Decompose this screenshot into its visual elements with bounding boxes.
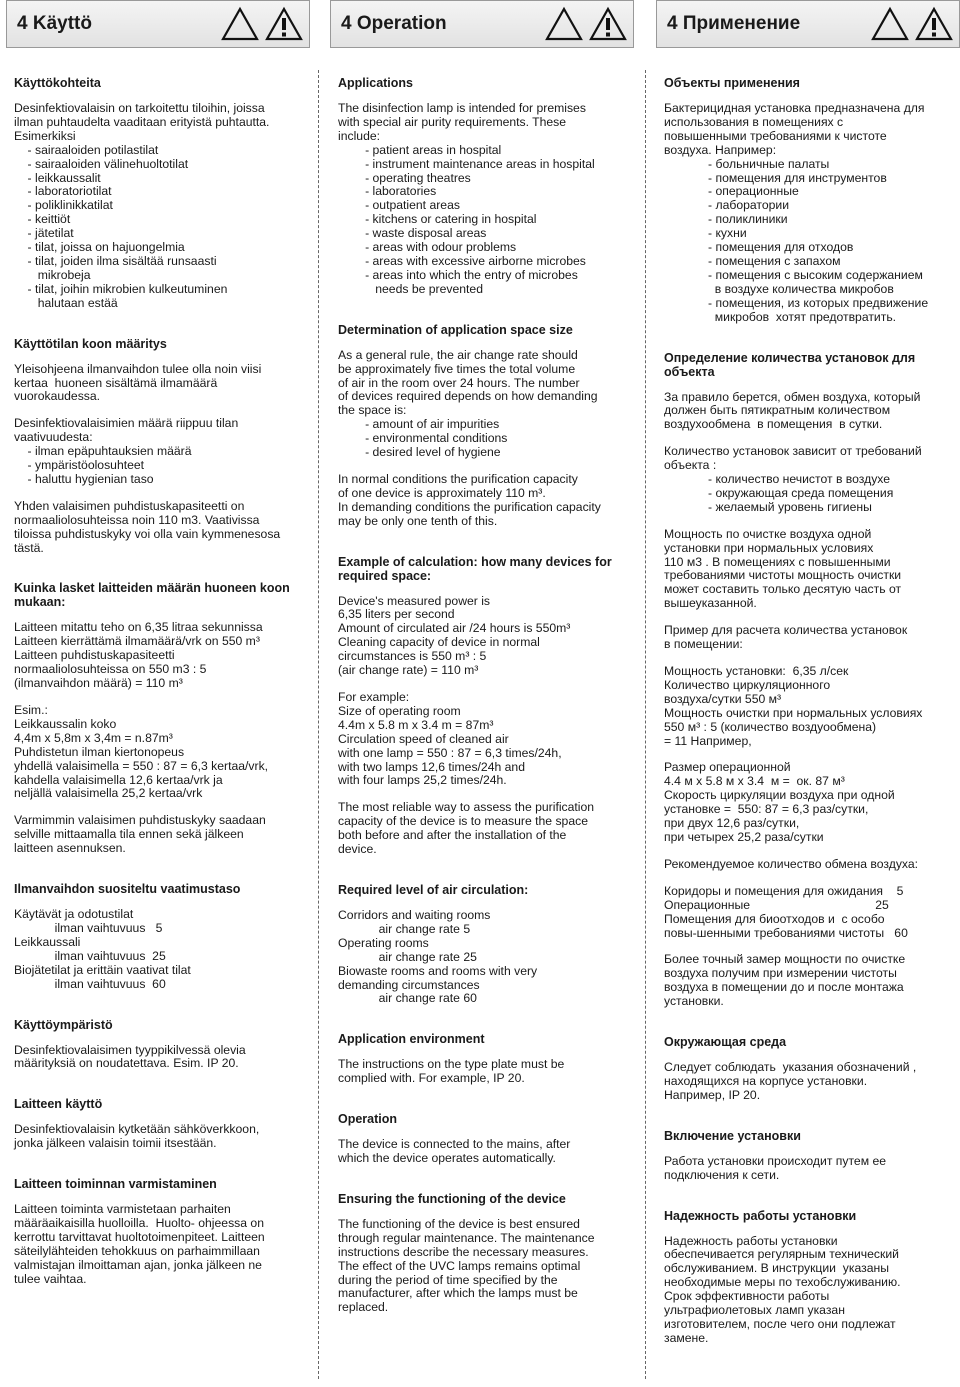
text-line: Надежность работы установки xyxy=(664,1233,838,1248)
text-line: 4.4m x 5.8 m x 3.4 m = 87m³ xyxy=(338,717,494,732)
text-line: установке = 550: 87 = 6,3 раз/сутки, xyxy=(664,802,869,817)
text-line: selville mittaamalla tila ennen sekä jälkeen xyxy=(14,827,244,842)
text-line: обслуживанием. В инструкции указаны xyxy=(664,1261,889,1276)
text-line: yhdellä valaisimella = 550 : 87 = 6,3 kertaa/vrk, xyxy=(14,758,269,773)
paragraph xyxy=(338,595,630,678)
text-line: kerrottu tarvittavat huoltotoimenpiteet. Laitteen xyxy=(14,1229,265,1244)
text-line: Помещения для биоотходов и с особо xyxy=(664,911,885,926)
text-line: The device is connected to the mains, after xyxy=(338,1137,571,1152)
text-line: Бактерицидная установка предназначена для xyxy=(664,101,925,115)
text-line: должен быть пятикратным количеством xyxy=(664,403,891,418)
text-line: Срок эффективности работы xyxy=(664,1289,830,1304)
text-line: - areas with excessive airborne microbes xyxy=(338,253,586,268)
text-line: - желаемый уровень гигиены xyxy=(664,499,872,514)
column-title: 4 Käyttö xyxy=(17,13,92,34)
text-line: Скорость циркуляции воздуха при одной xyxy=(664,788,895,803)
text-line: 110 м3 . В помещениях с повышенными xyxy=(664,554,891,569)
text-line: Puhdistetun ilman kiertonopeus xyxy=(14,744,185,759)
text-line: замене. xyxy=(664,1330,709,1345)
warning-triangle-icon xyxy=(545,6,583,42)
paragraph xyxy=(338,1138,630,1166)
text-line: kahdella valaisimella 12,6 kertaa/vrk ja xyxy=(14,772,223,787)
text-line: - операционные xyxy=(664,184,799,199)
text-line: - количество нечистот в воздухе xyxy=(664,472,891,487)
text-line: during the period of time specified by the xyxy=(338,1272,558,1287)
paragraph xyxy=(664,624,956,652)
text-line: Device's measured power is xyxy=(338,593,491,608)
text-line: при двух 12,6 раз/сутки, xyxy=(664,816,800,831)
text-line: - лаборатории xyxy=(664,198,790,213)
section-heading: Application environment xyxy=(338,1032,485,1047)
text-line: - помещения с запахом xyxy=(664,253,841,268)
paragraph xyxy=(14,1203,306,1286)
text-line: vuorokaudessa. xyxy=(14,389,101,404)
text-line: tästä. xyxy=(14,540,44,555)
text-line: For example: xyxy=(338,690,410,704)
section-heading: Объекты применения xyxy=(664,76,800,90)
text-line: установки при нормальных условиях xyxy=(664,540,874,555)
text-line: manufacturer, after which the lamps must be xyxy=(338,1286,578,1301)
paragraph xyxy=(664,391,956,433)
text-line: Количество установок зависит от требований xyxy=(664,444,922,459)
text-line: - kitchens or catering in hospital xyxy=(338,212,537,227)
text-line: - desired level of hygiene xyxy=(338,445,501,460)
text-line: be approximately five times the total volume xyxy=(338,361,576,376)
text-line: - laboratoriotilat xyxy=(14,184,112,199)
text-line: 4,4m x 5,8m x 3,4m = n.87m³ xyxy=(14,730,173,745)
paragraph xyxy=(664,1155,956,1183)
text-line: - areas into which the entry of microbes xyxy=(338,267,578,282)
paragraph xyxy=(338,691,630,788)
text-line: - poliklinikkatilat xyxy=(14,198,113,213)
paragraph xyxy=(14,1044,306,1072)
paragraph xyxy=(664,761,956,844)
text-line: Esimerkiksi xyxy=(14,128,76,143)
text-line: Рекомендуемое количество обмена воздуха: xyxy=(664,856,919,871)
text-line: Circulation speed of cleaned air xyxy=(338,731,509,746)
text-line: Leikkaussalin koko xyxy=(14,716,117,731)
text-line: Операционные 25 xyxy=(664,897,889,912)
column-russian xyxy=(656,0,960,1372)
paragraph xyxy=(14,814,306,856)
text-line: Мощность установки: 6,35 л/сек xyxy=(664,664,849,678)
section-heading: Käyttöympäristö xyxy=(14,1017,113,1032)
section-heading: Required level of air circulation: xyxy=(338,882,529,897)
text-line: with one lamp = 550 : 87 = 6,3 times/24h, xyxy=(338,745,562,760)
paragraph xyxy=(664,1235,956,1346)
text-line: As a general rule, the air change rate should xyxy=(338,347,578,362)
text-line: в помещении: xyxy=(664,637,743,652)
text-line: Biowaste rooms and rooms with very xyxy=(338,963,538,978)
text-line: with two lamps 12,6 times/24h and xyxy=(338,759,525,774)
column-english xyxy=(330,0,634,1341)
text-line: - keittiöt xyxy=(14,212,71,227)
text-line: = 11 Например, xyxy=(664,733,752,748)
paragraph xyxy=(338,801,630,857)
section-heading: Determination of application space size xyxy=(338,322,573,337)
column-header xyxy=(6,0,310,48)
text-line: подключения к сети. xyxy=(664,1167,780,1182)
paragraph xyxy=(664,953,956,1009)
text-line: - sairaaloiden välinehuoltotilat xyxy=(14,156,189,171)
text-line: complied with. For example, IP 20. xyxy=(338,1071,525,1086)
text-line: määrityksiä on noudatettava. Esim. IP 20. xyxy=(14,1056,239,1071)
text-line: За правило берется, обмен воздуха, который xyxy=(664,389,921,404)
text-line: обеспечивается регулярным технический xyxy=(664,1247,899,1262)
text-line: Размер операционной xyxy=(664,760,791,775)
text-line: Desinfektiovalaisin on tarkoitettu tiloihin, joissa xyxy=(14,101,265,115)
text-line: - amount of air impurities xyxy=(338,417,500,432)
text-line: - haluttu hygienian taso xyxy=(14,471,154,486)
text-line: Corridors and waiting rooms xyxy=(338,907,491,922)
section-heading: Applications xyxy=(338,76,414,90)
text-line: with special air purity requirements. These xyxy=(338,114,567,129)
text-line: Cleaning capacity of device in normal xyxy=(338,635,540,650)
column-divider xyxy=(645,70,646,1379)
text-line: - leikkaussalit xyxy=(14,170,101,185)
text-line: air change rate 25 xyxy=(338,949,477,964)
text-line: Amount of circulated air /24 hours is 550m³ xyxy=(338,621,571,636)
text-line: Более точный замер мощности по очистке xyxy=(664,952,906,967)
text-line: - помещения, из которых предвижение xyxy=(664,295,929,310)
paragraph xyxy=(664,1061,956,1103)
text-line: 6,35 liters per second xyxy=(338,607,455,622)
paragraph xyxy=(664,102,956,325)
text-line: säteilylähteiden tehokkuus on parhaimmillaan xyxy=(14,1243,260,1258)
text-line: воздухообмена в помещения в сутки. xyxy=(664,417,883,432)
section-heading: Example of calculation: how many devices for required space: xyxy=(338,554,612,583)
column-divider xyxy=(318,70,319,1379)
text-line: ilman puhtaudelta vaaditaan erityistä puhtautta. xyxy=(14,114,270,129)
text-line: 4.4 м x 5.8 м x 3.4 м = ок. 87 м³ xyxy=(664,774,845,789)
warning-triangle-icon xyxy=(871,6,909,42)
text-line: воздуха. Например: xyxy=(664,142,777,157)
paragraph xyxy=(664,858,956,872)
section-heading: Включение установки xyxy=(664,1128,801,1143)
paragraph xyxy=(664,665,956,748)
text-line: воздуха получим при измерении чистоты xyxy=(664,966,897,981)
text-line: повы-шенными требованиями чистоты 60 xyxy=(664,925,908,940)
paragraph xyxy=(14,908,306,991)
text-line: neljällä valaisimella 25,2 kertaa/vrk xyxy=(14,786,203,801)
section-heading: Käyttötilan koon määritys xyxy=(14,336,167,351)
text-line: - laboratories xyxy=(338,184,437,199)
text-line: - tilat, joihin mikrobien kulkeutuminen xyxy=(14,281,228,296)
text-line: Мощность по очистке воздуха одной xyxy=(664,526,872,541)
text-line: both before and after the installation of the xyxy=(338,828,567,843)
paragraph xyxy=(664,528,956,611)
text-line: Käytävät ja odotustilat xyxy=(14,907,134,922)
text-line: (ilmanvaihdon määrä) = 110 m³ xyxy=(14,676,183,691)
text-line: - больничные палаты xyxy=(664,156,830,171)
text-line: device. xyxy=(338,842,377,857)
text-line: include: xyxy=(338,128,381,143)
text-line: määräaikaisilla huolloilla. Huolto- ohjeessa on xyxy=(14,1216,264,1231)
text-line: normaaliolosuhteissa on 550 m3 : 5 xyxy=(14,662,207,677)
text-line: - tilat, joissa on hajuongelmia xyxy=(14,240,185,255)
text-line: of devices required depends on how demanding xyxy=(338,389,598,404)
text-line: air change rate 5 xyxy=(338,921,471,936)
text-line: halutaan estää xyxy=(14,295,118,310)
section-heading: Окружающая среда xyxy=(664,1035,787,1050)
text-line: - operating theatres xyxy=(338,170,471,185)
paragraph xyxy=(338,1058,630,1086)
text-line: Например, IP 20. xyxy=(664,1087,761,1102)
text-line: kertaa huoneen sisältämä ilmamäärä xyxy=(14,375,218,390)
text-line: Biojätetilat ja erittäin vaativat tilat xyxy=(14,962,191,977)
text-line: Yhden valaisimen puhdistuskapasiteetti on xyxy=(14,498,245,513)
text-line: Работа установки происходит путем ее xyxy=(664,1153,887,1168)
text-line: установки. xyxy=(664,994,724,1009)
text-line: of one device is approximately 110 m³. xyxy=(338,485,546,500)
text-line: The instructions on the type plate must be xyxy=(338,1057,565,1072)
column-body xyxy=(6,48,306,1313)
text-line: Коридоры и помещения для ожидания 5 xyxy=(664,883,904,898)
text-line: vaativuudesta: xyxy=(14,430,93,445)
text-line: вышеуказанной. xyxy=(664,596,757,611)
text-line: tiloissa puhdistuskyky voi olla vain kymmenesosa xyxy=(14,526,281,541)
text-line: - patient areas in hospital xyxy=(338,142,502,157)
text-line: mikrobeja xyxy=(14,267,91,282)
column-header xyxy=(656,0,960,48)
paragraph xyxy=(14,704,306,801)
text-line: of air in the room over 24 hours. The number xyxy=(338,375,580,390)
text-line: through regular maintenance. The maintenance xyxy=(338,1230,595,1245)
paragraph xyxy=(14,500,306,556)
text-line: Следует соблюдать указания обозначений , xyxy=(664,1060,917,1075)
paragraph xyxy=(338,102,630,297)
section-heading: Надежность работы установки xyxy=(664,1208,857,1223)
text-line: demanding circumstances xyxy=(338,977,480,992)
text-line: In demanding conditions the purification capacity xyxy=(338,499,601,514)
text-line: replaced. xyxy=(338,1300,389,1315)
paragraph xyxy=(664,885,956,941)
text-line: ультрафиолетовых ламп указан xyxy=(664,1303,845,1318)
text-line: with four lamps 25,2 times/24h. xyxy=(338,773,507,788)
text-line: воздуха/сутки 550 м³ xyxy=(664,691,782,706)
exclamation-triangle-icon xyxy=(589,6,627,42)
text-line: - tilat, joiden ilma sisältää runsaasti xyxy=(14,253,217,268)
paragraph xyxy=(664,445,956,515)
text-line: изготовителем, после чего они подлежат xyxy=(664,1317,896,1331)
exclamation-triangle-icon xyxy=(915,6,953,42)
text-line: tulee vaihtaa. xyxy=(14,1271,87,1286)
text-line: Desinfektiovalaisimen tyyppikilvessä olevia xyxy=(14,1042,246,1057)
section-heading: Ensuring the functioning of the device xyxy=(338,1191,566,1206)
text-line: - помещения с высоким содержанием xyxy=(664,267,923,282)
section-heading: Operation xyxy=(338,1112,398,1127)
text-line: circumstances is 550 m³ : 5 xyxy=(338,649,487,664)
text-line: - помещения для отходов xyxy=(664,240,854,255)
column-header xyxy=(330,0,634,48)
text-line: laitteen asennuksen. xyxy=(14,841,126,856)
section-heading: Käyttökohteita xyxy=(14,76,101,90)
text-line: - outpatient areas xyxy=(338,198,460,213)
warning-triangle-icon xyxy=(221,6,259,42)
column-body xyxy=(330,48,630,1341)
paragraph xyxy=(14,363,306,405)
section-heading: Ilmanvaihdon suositeltu vaatimustaso xyxy=(14,882,241,897)
text-line: объекта : xyxy=(664,458,717,473)
text-line: - помещения для инструментов xyxy=(664,170,887,185)
text-line: the space is: xyxy=(338,403,407,418)
paragraph xyxy=(14,621,306,691)
text-line: микробов хотят предотвратить. xyxy=(664,309,897,324)
column-title: 4 Применение xyxy=(667,13,801,34)
text-line: Desinfektiovalaisimien määrä riippuu tilan xyxy=(14,416,239,431)
section-heading: Laitteen käyttö xyxy=(14,1097,103,1112)
paragraph xyxy=(14,1123,306,1151)
text-line: The effect of the UVC lamps remains optimal xyxy=(338,1258,581,1273)
text-line: - instrument maintenance areas in hospital xyxy=(338,156,595,171)
text-line: The disinfection lamp is intended for premises xyxy=(338,101,586,115)
text-line: повышенными требованиями к чистоте xyxy=(664,128,887,143)
text-line: Количество циркуляционного xyxy=(664,677,831,692)
text-line: - environmental conditions xyxy=(338,431,508,446)
text-line: требованиями чистоты мощность очистки xyxy=(664,568,902,583)
text-line: в воздухе количества микробов xyxy=(664,281,894,296)
text-line: - окружающая среда помещения xyxy=(664,485,894,500)
text-line: instructions describe the necessary measures. xyxy=(338,1244,589,1259)
text-line: - ilman epäpuhtauksien määrä xyxy=(14,444,192,459)
text-line: The most reliable way to assess the purification xyxy=(338,800,595,815)
text-line: Laitteen mitattu teho on 6,35 litraa sekunnissa xyxy=(14,620,263,635)
text-line: Yleisohjeena ilmanvaihdon tulee olla noin viisi xyxy=(14,361,262,376)
text-line: may be only one tenth of this. xyxy=(338,513,498,528)
section-heading: Laitteen toiminnan varmistaminen xyxy=(14,1177,217,1192)
text-line: ilman vaihtuvuus 60 xyxy=(14,976,166,991)
column-body xyxy=(656,48,956,1372)
paragraph xyxy=(14,417,306,487)
text-line: при четырех 25,2 раза/сутки xyxy=(664,829,824,844)
column-title: 4 Operation xyxy=(341,13,447,34)
paragraph xyxy=(338,1218,630,1315)
exclamation-triangle-icon xyxy=(265,6,303,42)
section-heading: Определение количества установок для объекта xyxy=(664,350,916,379)
text-line: Мощность очистки при нормальных условиях xyxy=(664,705,923,720)
text-line: - кухни xyxy=(664,226,747,241)
text-line: ilman vaihtuvuus 25 xyxy=(14,948,166,963)
text-line: Size of operating room xyxy=(338,703,461,718)
text-line: Varmimmin valaisimen puhdistuskyky saadaan xyxy=(14,813,266,828)
text-line: Laitteen puhdistuskapasiteetti xyxy=(14,648,175,663)
text-line: находящихся на корпусе установки. xyxy=(664,1073,868,1088)
text-line: Leikkaussali xyxy=(14,934,81,949)
text-line: воздуха в помещении до и после монтажа xyxy=(664,980,904,995)
text-line: The functioning of the device is best ensured xyxy=(338,1216,580,1231)
text-line: может составить только десятую часть от xyxy=(664,582,902,597)
column-finnish xyxy=(6,0,310,1313)
text-line: - waste disposal areas xyxy=(338,226,487,241)
text-line: Esim.: xyxy=(14,703,48,717)
text-line: необходимые меры по техобслуживанию. xyxy=(664,1275,901,1290)
text-line: - поликлиники xyxy=(664,212,788,227)
text-line: Laitteen kierrättämä ilmamäärä/vrk on 550 m³ xyxy=(14,634,260,649)
text-line: In normal conditions the purification capacity xyxy=(338,471,578,486)
paragraph xyxy=(338,909,630,1006)
text-line: - ympäristöolosuhteet xyxy=(14,458,145,473)
text-line: valmistajan ilmoittaman ajan, jonka jälkeen ne xyxy=(14,1257,262,1272)
text-line: normaaliolosuhteissa noin 110 m3. Vaativissa xyxy=(14,512,260,527)
text-line: Desinfektiovalaisin kytketään sähköverkkoon, xyxy=(14,1122,260,1137)
text-line: - areas with odour problems xyxy=(338,240,517,255)
text-line: 550 м³ : 5 (количество воздуообмена) xyxy=(664,719,877,734)
text-line: air change rate 60 xyxy=(338,991,477,1006)
text-line: использования в помещениях с xyxy=(664,114,844,129)
text-line: Laitteen toiminta varmistetaan parhaiten xyxy=(14,1202,231,1217)
paragraph xyxy=(338,349,630,460)
paragraph xyxy=(338,473,630,529)
text-line: ilman vaihtuvuus 5 xyxy=(14,920,163,935)
text-line: - sairaaloiden potilastilat xyxy=(14,142,159,157)
text-line: (air change rate) = 110 m³ xyxy=(338,663,479,678)
text-line: - jätetilat xyxy=(14,226,74,241)
text-line: which the device operates automatically. xyxy=(338,1151,556,1166)
paragraph xyxy=(14,102,306,311)
text-line: Пример для расчета количества установок xyxy=(664,623,908,638)
text-line: Operating rooms xyxy=(338,935,429,950)
text-line: capacity of the device is to measure the space xyxy=(338,814,588,829)
text-line: jonka jälkeen valaisin toimii itsestään. xyxy=(14,1136,217,1151)
text-line: needs be prevented xyxy=(338,281,483,296)
section-heading: Kuinka lasket laitteiden määrän huoneen koon mukaan: xyxy=(14,581,290,610)
